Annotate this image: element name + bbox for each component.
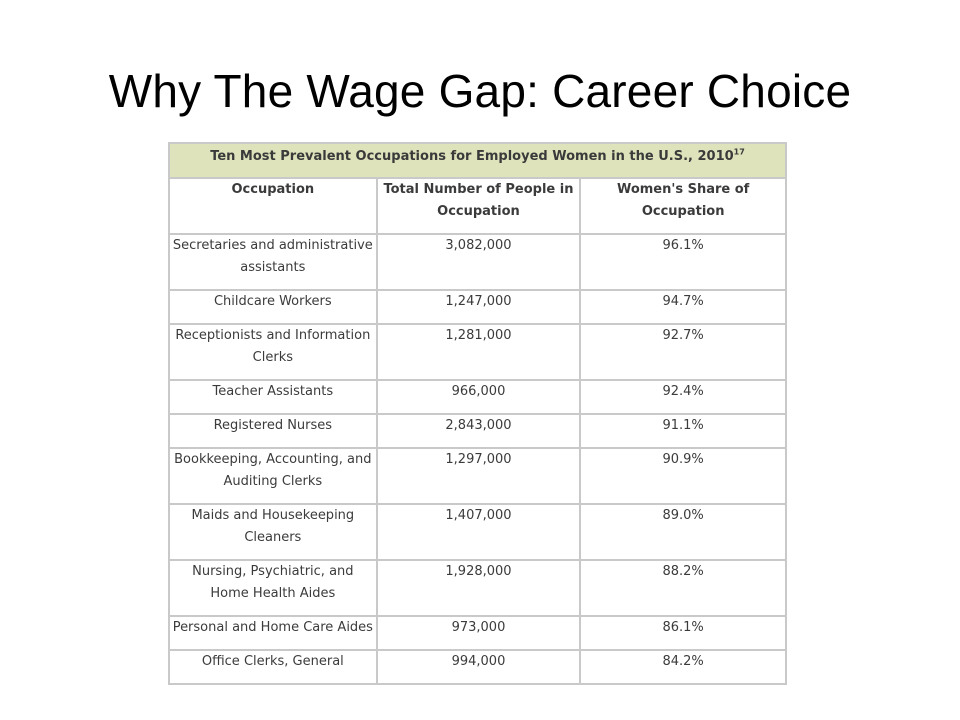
share-cell: 94.7%	[581, 291, 785, 323]
total-cell: 966,000	[378, 381, 580, 413]
total-cell: 1,407,000	[378, 505, 580, 559]
share-cell: 96.1%	[581, 235, 785, 289]
slide-title: Why The Wage Gap: Career Choice	[108, 65, 852, 117]
table-row	[170, 561, 785, 615]
table-caption	[170, 144, 785, 177]
header-womens-share: Women's Share of Occupation	[581, 179, 785, 233]
total-cell: 994,000	[378, 651, 580, 683]
share-cell: 86.1%	[581, 617, 785, 649]
header-occupation: Occupation	[170, 179, 376, 233]
occupation-cell: Maids and Housekeeping Cleaners	[170, 505, 376, 559]
occupation-cell: Personal and Home Care Aides	[170, 617, 376, 649]
caption-footnote: 17	[733, 147, 745, 157]
occupation-cell: Teacher Assistants	[170, 381, 376, 413]
share-cell: 92.4%	[581, 381, 785, 413]
table-caption-text: Ten Most Prevalent Occupations for Employed Women in the U.S., 2010	[210, 149, 734, 164]
share-cell: 90.9%	[581, 449, 785, 503]
table-row	[170, 505, 785, 559]
occupation-cell: Receptionists and Information Clerks	[170, 325, 376, 379]
share-cell: 92.7%	[581, 325, 785, 379]
occupation-cell: Childcare Workers	[170, 291, 376, 323]
table-row	[170, 325, 785, 379]
share-cell: 84.2%	[581, 651, 785, 683]
total-cell: 1,247,000	[378, 291, 580, 323]
share-cell: 89.0%	[581, 505, 785, 559]
table-caption-row	[170, 144, 785, 177]
total-cell: 2,843,000	[378, 415, 580, 447]
total-cell: 1,928,000	[378, 561, 580, 615]
total-cell: 1,281,000	[378, 325, 580, 379]
table-row	[170, 415, 785, 447]
occupation-cell: Secretaries and administrative assistants	[170, 235, 376, 289]
table-row	[170, 651, 785, 683]
table-row	[170, 617, 785, 649]
occupations-table	[168, 142, 787, 685]
share-cell: 91.1%	[581, 415, 785, 447]
header-total-people: Total Number of People in Occupation	[378, 179, 580, 233]
occupation-cell: Registered Nurses	[170, 415, 376, 447]
table-row	[170, 381, 785, 413]
occupation-cell: Nursing, Psychiatric, and Home Health Aides	[170, 561, 376, 615]
total-cell: 973,000	[378, 617, 580, 649]
occupation-cell: Office Clerks, General	[170, 651, 376, 683]
occupations-table-container	[168, 142, 787, 685]
total-cell: 1,297,000	[378, 449, 580, 503]
table-row	[170, 449, 785, 503]
share-cell: 88.2%	[581, 561, 785, 615]
table-row	[170, 235, 785, 289]
total-cell: 3,082,000	[378, 235, 580, 289]
table-header-row	[170, 179, 785, 233]
table-row	[170, 291, 785, 323]
occupation-cell: Bookkeeping, Accounting, and Auditing Clerks	[170, 449, 376, 503]
